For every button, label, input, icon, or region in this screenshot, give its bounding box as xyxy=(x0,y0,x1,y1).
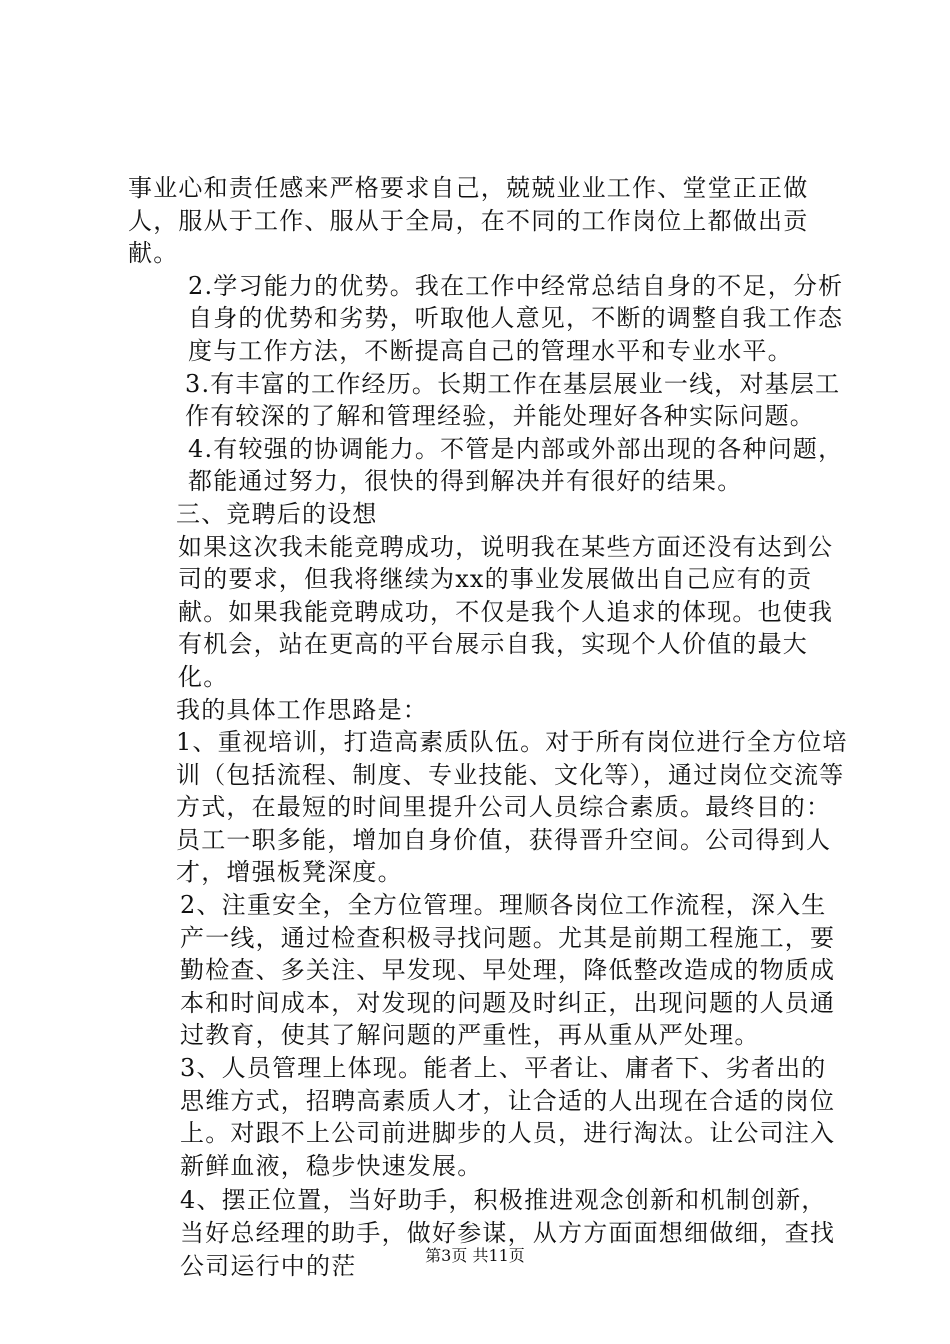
paragraph-idea-personnel: 3、人员管理上体现。能者上、平者让、庸者下、劣者出的思维方式，招聘高素质人才，让合适的人出现在合适的岗位上。对跟不上公司前进脚步的人员，进行淘汰。让公司注入新鲜血液，稳步快速发展。 xyxy=(180,1054,836,1180)
paragraph-idea-safety: 2、注重安全，全方位管理。理顺各岗位工作流程，深入生产一线，通过检查积极寻找问题。尤其是前期工程施工，要勤检查、多关注、早发现、早处理，降低整改造成的物质成本和时间成本，对发现的问题及时纠正，出现问题的人员通过教育，使其了解问题的严重性，再从重从严处理。 xyxy=(180,891,836,1050)
document-body xyxy=(128,172,848,1282)
paragraph-expectation: 如果这次我未能竞聘成功，说明我在某些方面还没有达到公司的要求，但我将继续为xx的事业发展做出自己应有的贡献。如果我能竞聘成功，不仅是我个人追求的体现。也使我有机会，站在更高的平台展示自我，实现个人价值的最大化。 xyxy=(178,532,834,691)
section-heading: 三、竞聘后的设想 xyxy=(176,499,378,528)
paragraph-idea-position: 4、摆正位置，当好助手，积极推进观念创新和机制创新，当好总经理的助手，做好参谋，从方方面面想细做细，查找公司运行中的茫 xyxy=(180,1186,836,1280)
paragraph-coordination: 4.有较强的协调能力。不管是内部或外部出现的各种问题，都能通过努力，很快的得到解决并有很好的结果。 xyxy=(188,434,844,496)
paragraph-idea-training: 1、重视培训，打造高素质队伍。对于所有岗位进行全方位培训（包括流程、制度、专业技能、文化等），通过岗位交流等方式，在最短的时间里提升公司人员综合素质。最终目的：员工一职多能，增加自身价值，获得晋升空间。公司得到人才，增强板凳深度。 xyxy=(176,728,848,887)
page-footer: 第3页 共11页 xyxy=(425,1246,525,1265)
paragraph-work-experience: 3.有丰富的工作经历。长期工作在基层展业一线，对基层工作有较深的了解和管理经验，并能处理好各种实际问题。 xyxy=(185,369,841,431)
paragraph-work-ideas-intro: 我的具体工作思路是： xyxy=(176,695,428,724)
paragraph-learning-ability: 2.学习能力的优势。我在工作中经常总结自身的不足，分析自身的优势和劣势，听取他人意见，不断的调整自我工作态度与工作方法，不断提高自己的管理水平和专业水平。 xyxy=(188,271,844,365)
paragraph-continuation: 事业心和责任感来严格要求自己，兢兢业业工作、堂堂正正做人，服从于工作、服从于全局，在不同的工作岗位上都做出贡献。 xyxy=(128,174,809,268)
